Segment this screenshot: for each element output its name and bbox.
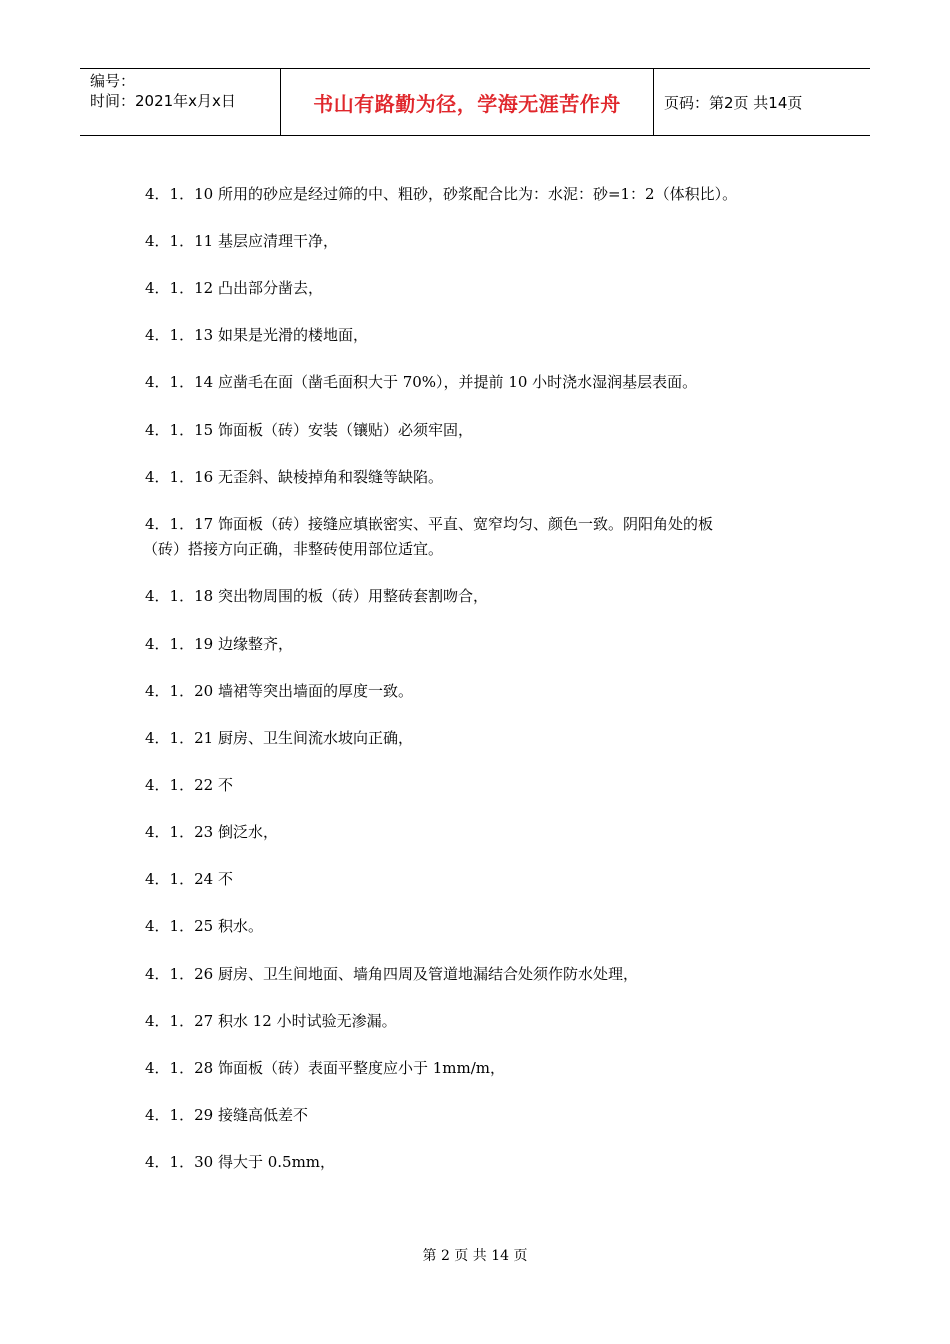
header-motto: 书山有路勤为径，学海无涯苦作舟 bbox=[281, 69, 654, 135]
paragraph: 4．1．14 应凿毛在面（凿毛面积大于 70%），并提前 10 小时浇水湿润基层表面。 bbox=[145, 373, 698, 391]
paragraph: 4．1．10 所用的砂应是经过筛的中、粗砂，砂浆配合比为：水泥：砂=1：2（体积比）。 bbox=[145, 185, 738, 203]
paragraph: 4．1．19 边缘整齐， bbox=[145, 635, 293, 653]
paragraph: 4．1．28 饰面板（砖）表面平整度应小于 1mm/m， bbox=[145, 1059, 505, 1077]
header-page-info: 页码：第2页 共14页 bbox=[664, 93, 803, 112]
header-meta bbox=[80, 69, 281, 135]
document-number-label: 编号： bbox=[90, 72, 136, 90]
document-time: 时间：2021年x月x日 bbox=[90, 92, 236, 110]
page-footer bbox=[0, 1245, 950, 1265]
paragraph: 4．1．18 突出物周围的板（砖）用整砖套割吻合， bbox=[145, 587, 488, 605]
paragraph: 4．1．30 得大于 0.5mm， bbox=[145, 1153, 336, 1171]
paragraph: 4．1．11 基层应清理干净， bbox=[145, 232, 338, 250]
paragraph: 4．1．23 倒泛水， bbox=[145, 823, 278, 841]
paragraph: 4．1．22 不 bbox=[145, 776, 233, 794]
page-header bbox=[80, 68, 870, 136]
paragraph: 4．1．16 无歪斜、缺棱掉角和裂缝等缺陷。 bbox=[145, 468, 443, 486]
paragraph: 4．1．26 厨房、卫生间地面、墙角四周及管道地漏结合处须作防水处理， bbox=[145, 965, 638, 983]
paragraph: 4．1．15 饰面板（砖）安装（镶贴）必须牢固， bbox=[145, 421, 473, 439]
paragraph-continuation: （砖）搭接方向正确，非整砖使用部位适宜。 bbox=[143, 540, 444, 558]
paragraph: 4．1．27 积水 12 小时试验无渗漏。 bbox=[145, 1012, 397, 1030]
paragraph: 4．1．21 厨房、卫生间流水坡向正确， bbox=[145, 729, 413, 747]
paragraph: 4．1．12 凸出部分凿去， bbox=[145, 279, 323, 297]
footer-page-number: 第 2 页 共 14 页 bbox=[422, 1248, 528, 1264]
paragraph: 4．1．13 如果是光滑的楼地面， bbox=[145, 326, 368, 344]
paragraph: 4．1．25 积水。 bbox=[145, 917, 263, 935]
paragraph: 4．1．24 不 bbox=[145, 870, 233, 888]
paragraph: 4．1．17 饰面板（砖）接缝应填嵌密实、平直、宽窄均匀、颜色一致。阴阳角处的板 bbox=[145, 515, 713, 533]
paragraph: 4．1．29 接缝高低差不 bbox=[145, 1106, 308, 1124]
paragraph: 4．1．20 墙裙等突出墙面的厚度一致。 bbox=[145, 682, 413, 700]
